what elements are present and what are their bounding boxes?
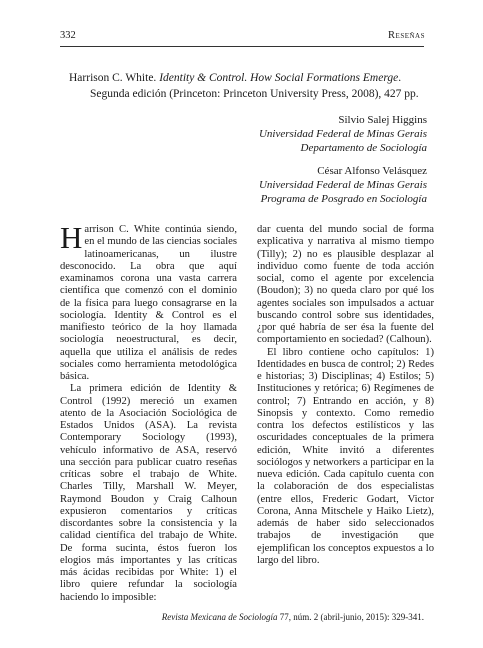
journal-name: Revista Mexicana de Sociología [161,612,278,622]
book-citation: Harrison C. White. Identity & Control. How Social Formations Emerge. Segunda edición (Princeton: Princeton University Press, 2008), 427 pp. [60,70,430,102]
body-column-left [60,220,237,604]
paragraph: dar cuenta del mundo social de forma explicativa y narrativa al mismo tiempo (Tilly); 2) no es plausible desplazar al individuo como fuente de toda acción social, como el agente por excelencia (Boudon); 3) no queda claro por qué los agentes sociales son impulsados a actuar buscando control sobre sus identidades, ¿por qué habría de ser ésa la fuente del comportamiento en sociedad? (Calhoun). [257,224,434,346]
reviewer-department: Departamento de Sociología [300,142,427,155]
body-column-right [257,224,434,567]
page-number: 332 [60,30,76,41]
journal-details: 77, núm. 2 (abril-junio, 2015): 329-341. [277,612,424,622]
reviewers-block [259,113,427,206]
reviewer-name: Silvio Salej Higgins [338,114,427,126]
reviewer-name: César Alfonso Velásquez [317,164,427,177]
citation-author: Harrison C. White. [69,72,160,84]
reviewer-affiliation: Universidad Federal de Minas Gerais [258,178,427,191]
reviewer-affiliation: Universidad Federal de Minas Gerais [258,128,427,141]
paragraph: El libro contiene ocho capítulos: 1) Identidades en busca de control; 2) Redes e historias; 3) Disciplinas; 4) Estilos; 5) Instituciones y retórica; 6) Regímenes de control; 7) Entrando en acción, y 8) Sinopsis y contexto. Como remedio contra los defectos estilísticos y las oscuridades conceptuales de la primera edición, White invitó a diferentes sociólogos y networkers a participar en la nueva edición. Cada capítulo cuenta con la colaboración de dos especialistas (entre ellos, Frederic Godart, Victor Corona, Anna Mitschele y Haiko Lietz), además de haber sido seleccionados trabajos de investigación que ejemplifican los conceptos expuestos a lo largo del libro. [257,346,434,566]
paragraph: Harrison C. White continúa siendo, en el mundo de las ciencias sociales latinoamericanas, un ilustre desconocido. La obra que aquí examinamos corona una vasta carrera científica que comenzó con el dominio de la física para luego consagrarse en la sociología. Identity & Control es el manifiesto teórico de la hoy llamada sociología neoestructural, es decir, aquella que utiliza el análisis de redes sociales como herramienta metodológica básica. [60,220,237,382]
running-header [0,30,483,44]
header-rule [60,46,424,47]
drop-cap: H [60,220,83,255]
section-title: Reseñas [388,30,425,41]
citation-publication: Segunda edición (Princeton: Princeton University Press, 2008), 427 pp. [90,88,419,100]
journal-footer [60,612,424,622]
paragraph: La primera edición de Identity & Control (1992) mereció un examen atento de la Asociación Sociológica de Estados Unidos (ASA). La revista Contemporary Sociology (1993), vehículo informativo de ASA, reservó una sección para publicar cuatro reseñas críticas sobre el trabajo de White. Charles Tilly, Marshall W. Meyer, Raymond Boudon y Craig Calhoun expusieron comentarios y críticas discordantes sobre la consistencia y la calidad científica del trabajo de White. De forma sucinta, éstos fueron los elogios más importantes y las críticas más ácidas recibidas por White: 1) el libro quiere refundar la sociología haciendo lo imposible: [60,383,237,603]
citation-title: Identity & Control. How Social Formations Emerge [159,72,399,84]
reviewer-department: Programa de Posgrado en Sociología [260,193,427,206]
